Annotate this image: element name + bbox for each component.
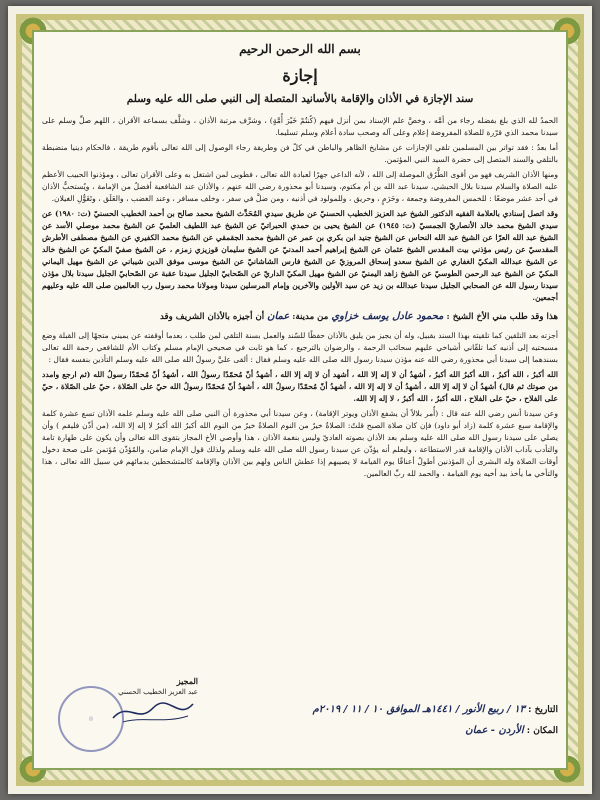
city-label: من مدينة:: [292, 312, 329, 322]
adhan-text-paragraph: الله أكبرُ ، الله أكبرُ ، الله أكبرُ الله أكبرُ ، أشهدُ أن لا إله إلا الله ، أشهد أن لا إله إلا الله ، أشهدُ أنّ مُحمّدًا رسولُ الله ، أشهدُ أنّ مُحمّدًا رسولُ الله (ثم ارجع وامدد من صوتك ثم قال) أشهدُ أن لا إله إلا الله ، أشهدُ أن لا إله إلا الله ، أشهدُ أنّ مُحمّدًا رسولُ الله ، أشهدُ أنّ مُحمّدًا رسولُ الله حيّ على الصّلاة ، حيّ على الصّلاة ، حيّ على الفلاح ، حيّ على الفلاح ، الله أكبرُ ، الله أكبرُ ، لا إله إلا الله.: [42, 370, 558, 403]
request-line: [42, 310, 558, 324]
place-value: الأردن - عمان: [465, 725, 524, 736]
signature-block: [48, 676, 198, 756]
recipient-name: محمود عادل يوسف خزاوي: [331, 311, 444, 322]
signature-label: المجيز: [176, 676, 198, 686]
authorization-paragraph: أجزته بعد التلقين كما تلقيته بهذا السند بقبيل، وله أن يجيز من يليق بالأذان حفظًا للسّند والعمل بسنة التلقي لمن طلب ، بعدما أوقفته عن يميني متجهًا إلى القبلة وضع مسبحتيه إلى أذنيه كما تلقّاني أشياخي عليهم سحائب الرحمة ، والرضوان بالترجيع ، كما هو ثابت في صحيحي الإمام مسلم وكتاب الأم للشافعي رحمة الله تعالى بسندهما إلى سيدنا أبي محذورة رضي الله عنه مؤذن سيدنا رسول الله صلى الله عليه وسلم فقال : ألقى عليَّ رسولُ الله صلى الله عليه وسلم التأذين بنفسه فقال :: [42, 331, 558, 364]
intro-paragraph: أما بعدُ : فقد تواتر بين المسلمين تلقي الإجازات عن مشايخ الظاهر والباطن في كلّ فن وطريقة رجاء الوصول إلى الله تعالى بأقوم طريقة ، فالحكام دينيا منضبطة بالتلقي والسند المتصل إلى حضرة السيد النبي المؤتمن.: [42, 143, 558, 164]
signatory-name: عبد العزيز الخطيب الحسني: [118, 688, 198, 696]
basmala: بسم الله الرحمن الرحيم: [239, 42, 361, 56]
seal-stamp: ◎: [58, 686, 124, 752]
document-subtitle: سند الإجازة في الأذان والإقامة بالأسانيد المتصلة إلى النبي صلى الله عليه وسلم: [126, 93, 474, 105]
chain-of-transmission-paragraph: وقد اتصل إسنادي بالعلامة الفقيه الدكتور الشيخ عبد العزيز الخطيب الحسنيّ عن طريق سيدي المُحَدِّث الشيخ محمد صالح بن أحمد الخطيب الحسنيّ (ت: ١٩٨٠) عن سيدي الشيخ محمد خالد الأنصاريّ الجمسيّ (ت: ١٩٤٥) عن الشيخ يحيى بن حمدي الحبراتيّ عن الشيخ عبد اللطيف العلميّ عن الشيخ محمد موصلي الأسد عن الشيخ عبد الله العرّا عن الشيخ عبد الله النحاس عن الشيخ جنيد ابن بكري بن عمر عن الشيخ محمد الجقمقي عن الشيخ محمد الكفيري عن الشيخ مصطفى الأطرش المقدسيّ عن رئيس مؤذني بيت المقدس الشيخ عثمان عن الشيخ إبراهيم أحمد المدنيّ عن الشيخ سليمان قوزيزي زمزم ، عن الشيخ صفيّ المكيّ عن الشيخ خالد عن الشيخ عبدالله المكيّ الغفاري عن الشيخ سعدو إسحاق المروزيّ عن الشيخ فارس الشاشانيّ عن الشيخ موسى موفق الدين شيباني عن الشيخ مهيل اليماني المكيّ عن الشيخ عبد الرحمن الطوسيّ عن الشيخ زاهد اليمنيّ عن الشيخ مهيل المكيّ الداريّ عن الصّحابيّ الجليل سيدنا عقبة عن الصّحابيّ الجليل سيدنا بلال مؤذن سيدنا رسول الله عن الصحابي الجليل سيدنا عبدالله بن زيد عن سيد الأولين والآخرين وإمام المرسلين سيدنا ومولانا محمد رسول رب العالمين صلى الله عليه وعليهم أجمعين.: [42, 209, 558, 302]
request-suffix: أن أجيزه بالأذان الشريف وقد: [160, 312, 265, 322]
certificate-body: [42, 36, 558, 764]
certificate-sheet: [8, 6, 592, 794]
recipient-city: عمان: [267, 311, 290, 322]
opening-paragraph: الحمدُ لله الذي بلغ بفضله رجاء من أمَّه ، وخصَّ علم الإسناد بمن أنزل فيهم (كُنتُمْ خَيْرَ أُمَّةٍ) ، وشرَّف مرتبة الأذان ، وشلَّف بسماعه الأقران ، اللهم صلِّ وسلم على سيدنا محمد الذي قرّرة للصلاة المفروضة إعلام وعلى آله وصحب سادة أعلام وسلم تسليما.: [42, 116, 558, 137]
date-label: التاريخ :: [528, 705, 558, 715]
document-title: إجازة: [282, 66, 318, 85]
advice-paragraph: وعن سيدنا أنس رضي الله عنه قال : (أُمر بلالاً أن يشفع الأذان ويوتر الإقامة) ، وعن سيدنا أبي محذورة أن النبي صلى الله عليه وسلم علمه الأذان تسع عشرة كلمة والإقامة سبع عشرة كلمة (زاد أبو داود) فإن كان صلاة الصبح قلتُ: الصلاةُ خيرٌ من النوم الصلاةُ خيرٌ من النوم الله أكبرُ الله أكبرُ لا إله إلا الله، (من أذّن فليقم ) وأن يصلي على سيدنا رسول الله صلى الله عليه وسلم بعد الأذان بصوته العاديّ وليس بنغمة الأذان ، هذا وأوصي الأخ المجاز بتقوى الله تعالى وأن يكون على طهارة تامة والتأدب بآداب الأذان والإقامة قدر الاستطاعة ، وليعلم أنه يؤذّن عن سيدنا رسول الله صلى الله عليه وسلم ولذلك قول الإمام ضامن، والمُؤذّن مُؤتمن على صحة دخول أوقات الصلاة وله البشرى أن المؤذنين أطولُ أعناقًا يوم القيامة لا يصيبهم إذا عطش الناس ولهم بين الأذان والإقامة كالمتشحطين بدمائهم في سبيل الله تعالى ، هذا والتأخي ما يأخذ بيد أخيه يوم القيامة ، والحمد لله ربِّ العالمين.: [42, 409, 559, 478]
place-label: المكان :: [526, 726, 558, 736]
date-value: ١٣ / ربيع الأنور / ١٤٤١هـ الموافق ١٠ / ١١ / ٢٠١٩م: [312, 704, 526, 715]
request-prefix: هذا وقد طلب مني الأخ الشيخ :: [446, 312, 558, 322]
adhan-merit-paragraph: ومنها الأذان الشريف فهو من أقوى الطُّرُق الموصلة إلى الله ، لأنه الداعي جهرًا لعبادة الله تعالى ، فطوبى لمن اشتغل به وعلى الأقران تعالى ، ومؤذنوا الحبيب الأعظم عليه الصلاة والسلام سيدنا بلال الحبشي، سيدنا عبد الله بن أم مكتوم، وسيدنا أبو محذورة رضي الله عنهم ، والأذان عند الشافعية أفضلُ من الإمامة ، ويُستحبُّ الأذان في أحد عشر موضعًا : للخمس المفروضة وجمعة ، وحَرَمٍ ، وحريق ، وللمولود في أذنيه ، ومن ضلَّ في سفر ، وخلف مسافر ، وعند الغضب ، والعَلَق ، وتَغَوُّلِ الغيلان.: [42, 170, 558, 203]
